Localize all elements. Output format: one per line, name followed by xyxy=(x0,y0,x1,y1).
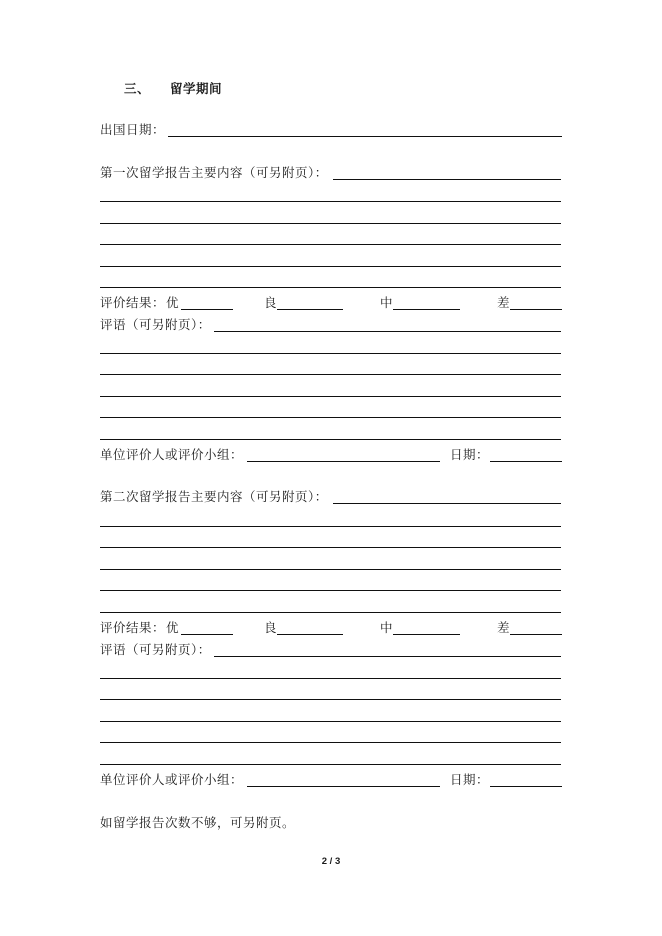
report-1-comment-line[interactable] xyxy=(100,353,561,354)
report-2-content-line[interactable] xyxy=(100,590,561,591)
report-1-comment-label: 评语（可另附页）： xyxy=(100,317,211,332)
report-1-date-field[interactable] xyxy=(490,461,562,462)
report-2-content-line[interactable] xyxy=(100,569,561,570)
report-2-content-line[interactable] xyxy=(100,547,561,548)
report-1-rating-label: 评价结果： xyxy=(100,295,166,310)
report-1-content-line[interactable] xyxy=(100,266,561,267)
departure-date-field[interactable] xyxy=(168,136,562,137)
report-2-rating-excellent-field[interactable] xyxy=(181,634,233,635)
report-1-comment-field[interactable] xyxy=(214,331,561,332)
report-1-rating-poor-field[interactable] xyxy=(510,309,562,310)
report-2-comment-line[interactable] xyxy=(100,742,561,743)
report-1-comment-line[interactable] xyxy=(100,417,561,418)
report-2-rating-poor-field[interactable] xyxy=(510,634,562,635)
report-2-content-line[interactable] xyxy=(100,612,561,613)
report-1-evaluator-label: 单位评价人或评价小组： xyxy=(100,447,244,462)
page-number: 2 / 3 xyxy=(321,856,341,867)
report-1-content-line[interactable] xyxy=(100,223,561,224)
report-1-content-label: 第一次留学报告主要内容（可另附页）： xyxy=(100,165,328,180)
report-2-rating-good-field[interactable] xyxy=(277,634,343,635)
report-1-comment-line[interactable] xyxy=(100,439,561,440)
report-2-comment-line[interactable] xyxy=(100,699,561,700)
report-1-rating-excellent-field[interactable] xyxy=(181,309,233,310)
report-1-rating-good-field[interactable] xyxy=(277,309,343,310)
report-2-date-field[interactable] xyxy=(490,786,562,787)
report-1-date-label: 日期： xyxy=(450,447,490,462)
report-1-content-line[interactable] xyxy=(100,201,561,202)
report-1-rating-average-field[interactable] xyxy=(393,309,460,310)
rating-good-label: 良 xyxy=(264,295,278,310)
report-2-evaluator-label: 单位评价人或评价小组： xyxy=(100,772,244,787)
report-2-comment-label: 评语（可另附页）： xyxy=(100,642,211,657)
report-1-content-line[interactable] xyxy=(100,287,561,288)
report-1-content-line[interactable] xyxy=(100,244,561,245)
departure-date-label: 出国日期： xyxy=(100,122,166,137)
report-2-content-line[interactable] xyxy=(100,526,561,527)
report-1-evaluator-field[interactable] xyxy=(247,461,440,462)
report-1-content-field[interactable] xyxy=(333,179,561,180)
report-2-rating-average-field[interactable] xyxy=(393,634,460,635)
report-2-content-field[interactable] xyxy=(333,503,561,504)
report-2-comment-field[interactable] xyxy=(214,656,561,657)
rating-average-label: 中 xyxy=(380,295,394,310)
report-2-comment-line[interactable] xyxy=(100,678,561,679)
report-2-date-label: 日期： xyxy=(450,772,490,787)
rating-excellent-label: 优 xyxy=(166,620,180,635)
report-1-comment-line[interactable] xyxy=(100,396,561,397)
report-2-evaluator-field[interactable] xyxy=(247,786,440,787)
section-number: 三、 xyxy=(124,81,151,96)
rating-average-label: 中 xyxy=(380,620,394,635)
footnote: 如留学报告次数不够，可另附页。 xyxy=(100,815,296,830)
rating-poor-label: 差 xyxy=(497,295,511,310)
report-2-comment-line[interactable] xyxy=(100,721,561,722)
report-2-content-label: 第二次留学报告主要内容（可另附页）： xyxy=(100,489,328,504)
rating-excellent-label: 优 xyxy=(166,295,180,310)
rating-poor-label: 差 xyxy=(497,620,511,635)
report-2-rating-label: 评价结果： xyxy=(100,620,166,635)
report-2-comment-line[interactable] xyxy=(100,764,561,765)
rating-good-label: 良 xyxy=(264,620,278,635)
report-1-comment-line[interactable] xyxy=(100,374,561,375)
section-title: 留学期间 xyxy=(170,81,223,96)
